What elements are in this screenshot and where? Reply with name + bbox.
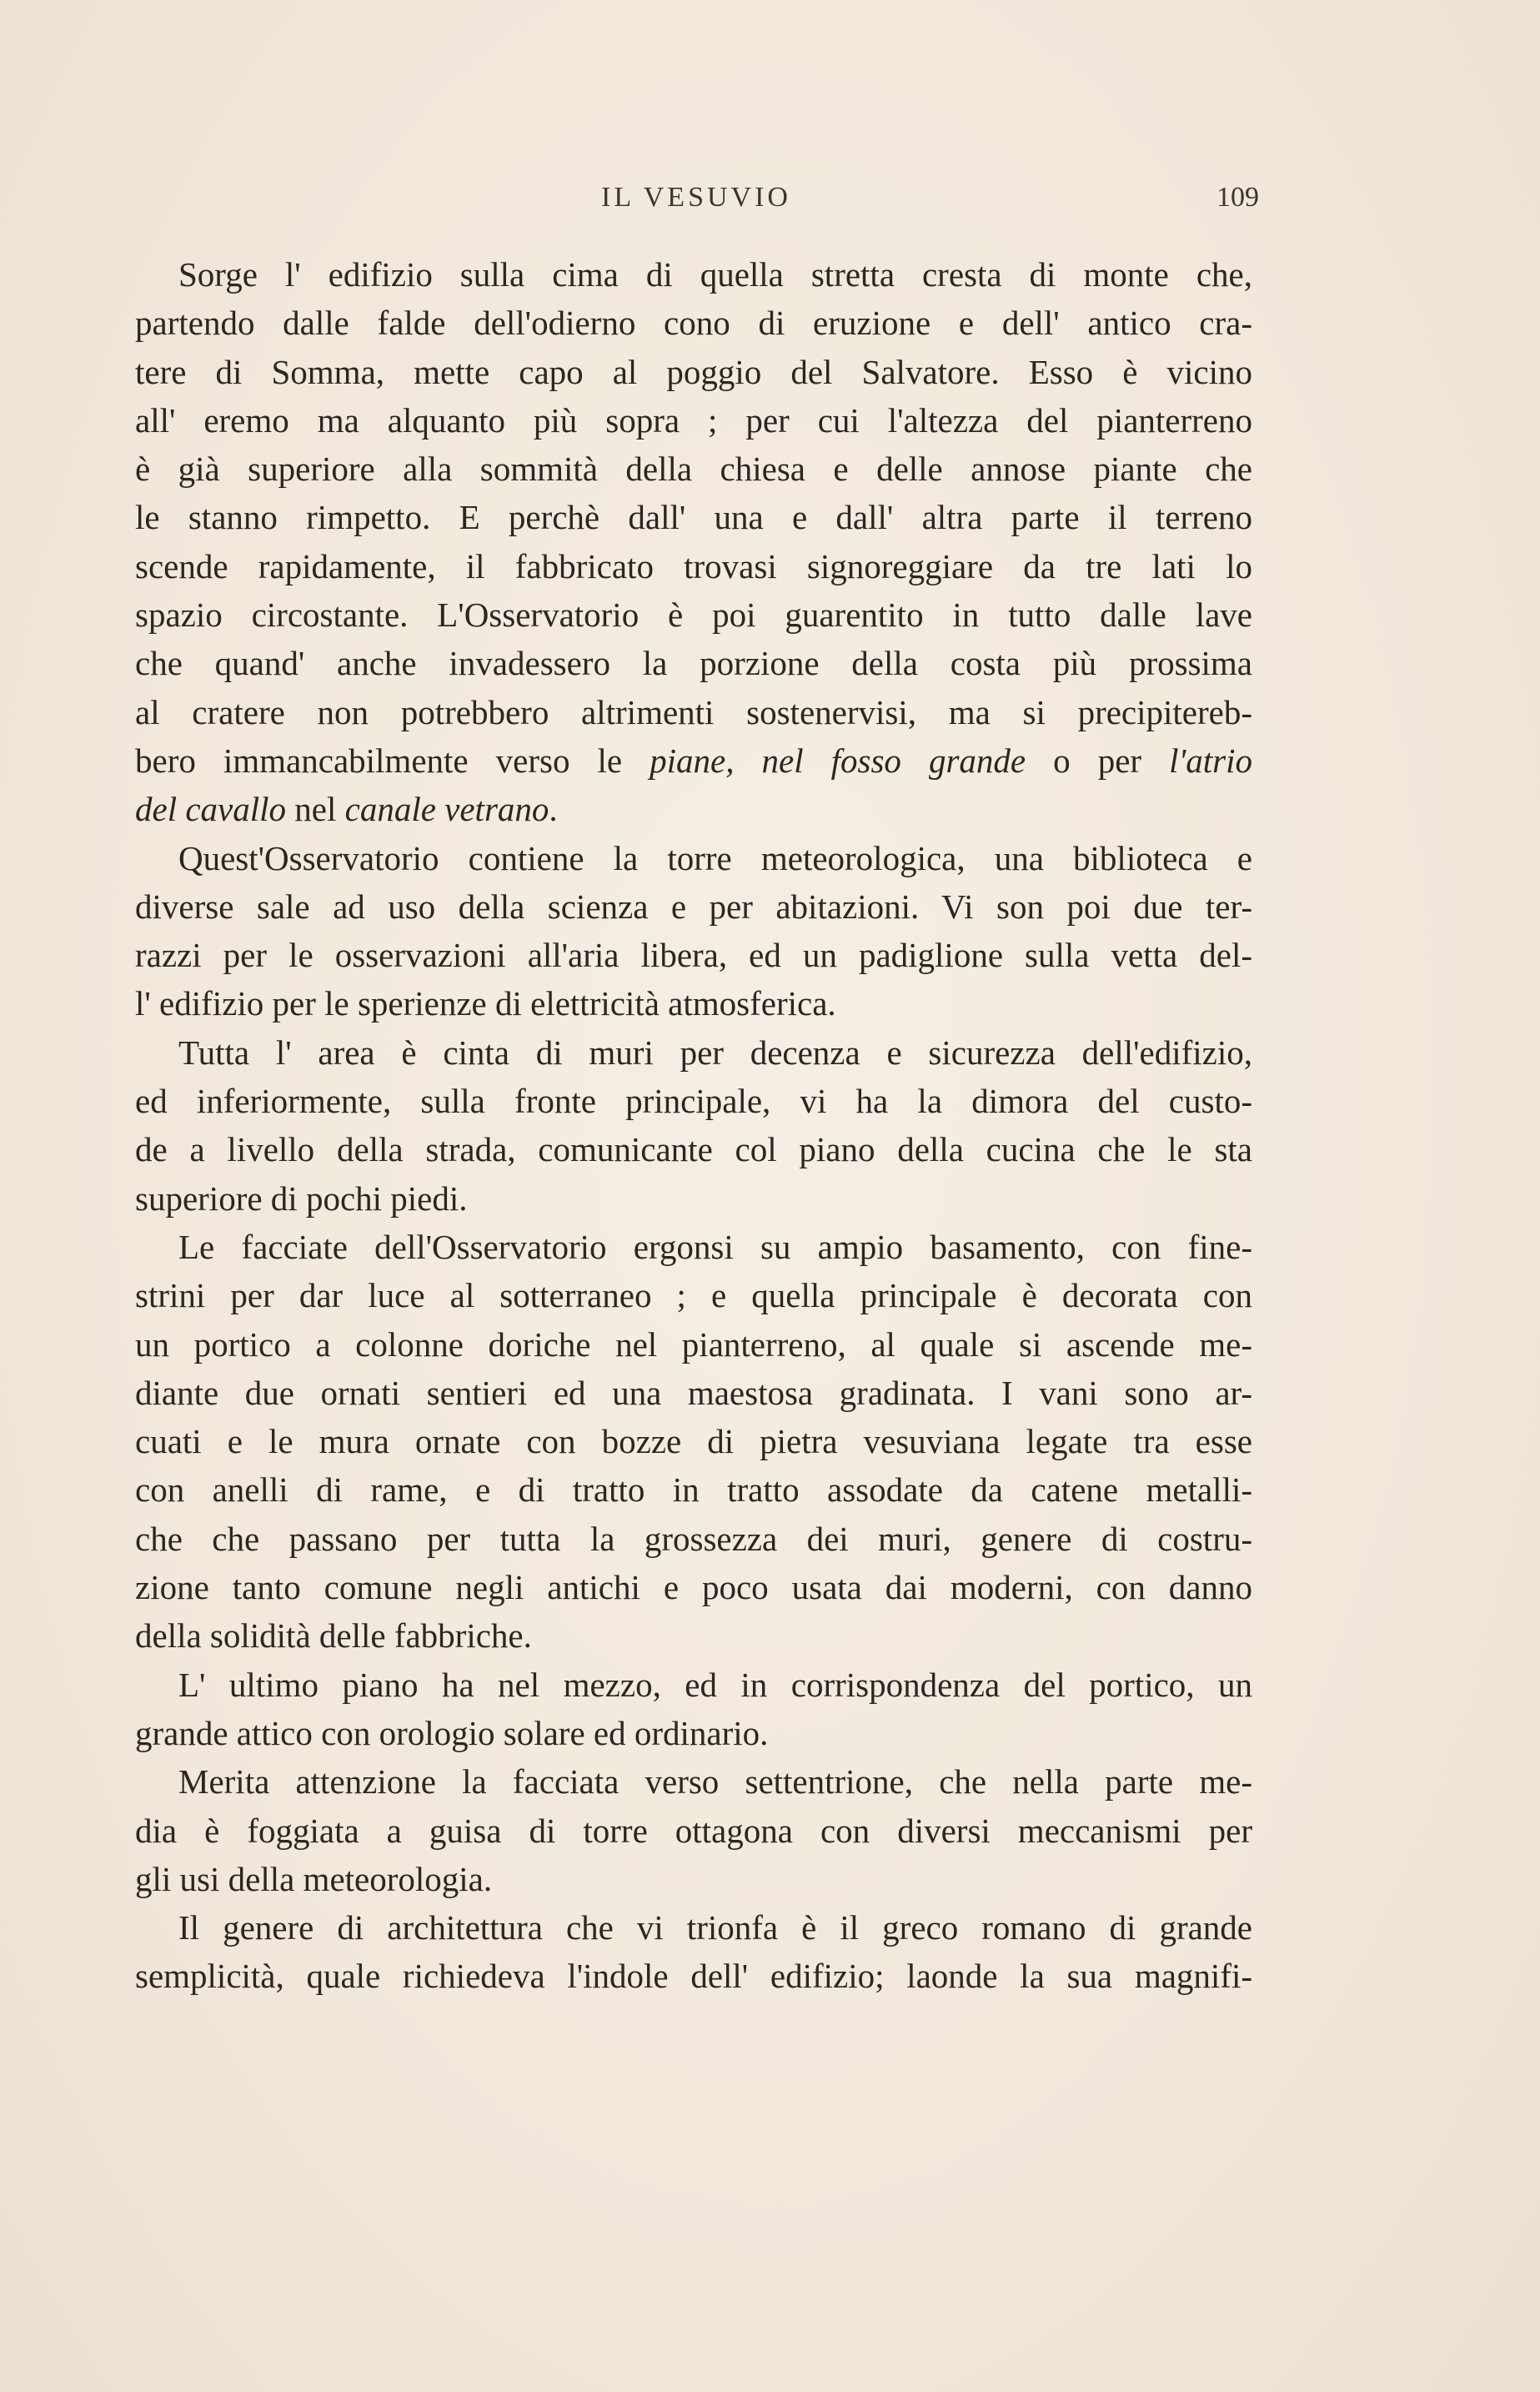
text-run: nel [286, 790, 345, 829]
text-line: partendo dalle falde dell'odierno cono di eruzione e dell' antico cra- [135, 304, 1252, 343]
italic-place-name: del cavallo [135, 790, 287, 829]
text-line: le stanno rimpetto. E perchè dall' una e dall' altra parte il terreno [135, 498, 1252, 537]
text-line-mixed [135, 736, 1252, 785]
text-line: Il genere di architettura che vi trionfa è il greco romano di grande [178, 1908, 1252, 1947]
body-text [135, 250, 1252, 2001]
text-line: strini per dar luce al sotterraneo ; e quella principale è decorata con [135, 1276, 1252, 1315]
text-run: . [549, 790, 558, 829]
text-line: grande attico con orologio solare ed ordinario. [135, 1713, 769, 1752]
text-line-mixed [135, 785, 1252, 833]
text-line: Tutta l' area è cinta di muri per decenza e sicurezza dell'edifizio, [178, 1033, 1252, 1072]
text-run: o per [1026, 741, 1170, 780]
text-line: all' eremo ma alquanto più sopra ; per cui l'altezza del pianterreno [135, 400, 1252, 440]
text-line: con anelli di rame, e di tratto in tratto assodate da catene metalli- [135, 1470, 1252, 1510]
text-line: che quand' anche invadessero la porzione della costa più prossima [135, 644, 1252, 683]
text-line: dia è foggiata a guisa di torre ottagona con diversi meccanismi per [135, 1811, 1252, 1850]
text-line: zione tanto comune negli antichi e poco usata dai moderni, con danno [135, 1568, 1252, 1607]
page-number: 109 [1216, 182, 1259, 213]
text-line: razzi per le osservazioni all'aria libera, ed un padiglione sulla vetta del- [135, 936, 1252, 975]
text-line: scende rapidamente, il fabbricato trovasi signoreggiare da tre lati lo [135, 546, 1252, 585]
text-line: L' ultimo piano ha nel mezzo, ed in corrispondenza del portico, un [178, 1665, 1252, 1704]
text-line: Merita attenzione la facciata verso settentrione, che nella parte me- [178, 1762, 1252, 1802]
running-title: IL VESUVIO [601, 182, 791, 213]
text-line: tere di Somma, mette capo al poggio del Salvatore. Esso è vicino [135, 352, 1252, 391]
text-line: al cratere non potrebbero altrimenti sostenervisi, ma si precipitereb- [135, 692, 1252, 731]
italic-place-name: piane, nel fosso grande [650, 741, 1026, 780]
page-header [133, 182, 1259, 232]
text-line: un portico a colonne doriche nel pianterreno, al quale si ascende me- [135, 1324, 1252, 1364]
text-run: bero immancabilmente verso le [135, 741, 650, 780]
text-line: è già superiore alla sommità della chiesa e delle annose piante che [135, 450, 1252, 489]
text-line: ed inferiormente, sulla fronte principale, vi ha la dimora del custo- [135, 1082, 1252, 1121]
text-line: cuati e le mura ornate con bozze di pietra vesuviana legate tra esse [135, 1422, 1252, 1461]
text-line: semplicità, quale richiedeva l'indole dell' edifizio; laonde la sua magnifi- [135, 1957, 1252, 1996]
text-line: diante due ornati sentieri ed una maestosa gradinata. I vani sono ar- [135, 1373, 1252, 1412]
text-line: superiore di pochi piedi. [135, 1178, 468, 1218]
text-line: diverse sale ad uso della scienza e per abitazioni. Vi son poi due ter- [135, 887, 1252, 926]
italic-place-name: l'atrio [1169, 741, 1252, 780]
text-line: Le facciate dell'Osservatorio ergonsi su ampio basamento, con fine- [178, 1227, 1252, 1266]
text-line: gli usi della meteorologia. [135, 1859, 493, 1898]
text-line: l' edifizio per le sperienze di elettricità atmosferica. [135, 984, 836, 1023]
text-line: che che passano per tutta la grossezza dei muri, genere di costru- [135, 1519, 1252, 1558]
text-line: de a livello della strada, comunicante col piano della cucina che le sta [135, 1130, 1252, 1169]
text-line: della solidità delle fabbriche. [135, 1616, 532, 1656]
text-line: Quest'Osservatorio contiene la torre meteorologica, una biblioteca e [178, 838, 1252, 877]
text-line: Sorge l' edifizio sulla cima di quella stretta cresta di monte che, [178, 255, 1252, 294]
text-line: spazio circostante. L'Osservatorio è poi guarentito in tutto dalle lave [135, 595, 1252, 635]
italic-place-name: canale vetrano [344, 790, 549, 829]
